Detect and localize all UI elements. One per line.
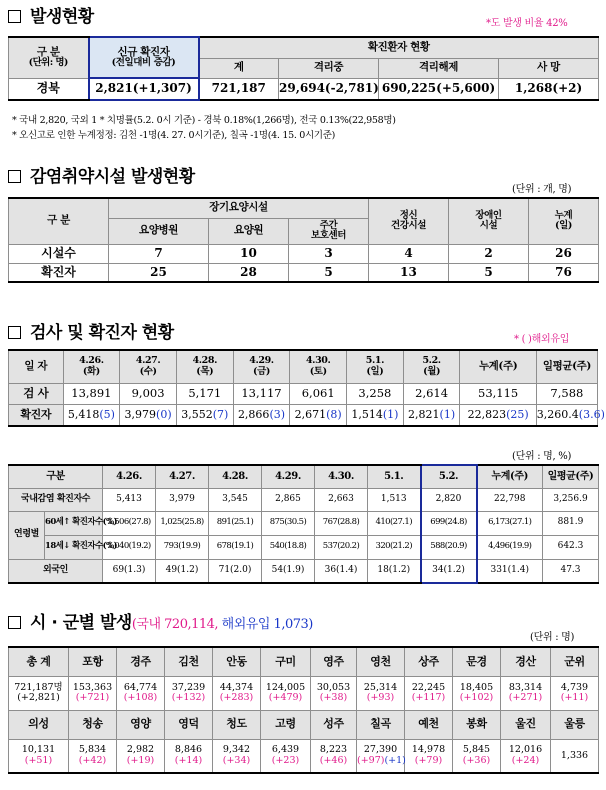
cell: 1,513 [368,488,421,511]
cell: 331(1.4) [477,559,543,583]
cell: 13 [369,263,449,282]
row-death: 1,268(+2) [499,78,599,100]
hdr-date-highlight: 5.2. [421,465,477,488]
section-title-facilities: 감염취약시설 발생현황 [8,162,195,187]
region-value: 22,245 (+117) [405,676,453,710]
regions-unit: (단위 : 명) [530,632,575,643]
cell: 320(21.2) [368,535,421,559]
cell: 767(28.8) [315,511,368,535]
region-header: 영양 [117,710,165,739]
cell: 537(20.2) [315,535,368,559]
region-header: 청송 [69,710,117,739]
hdr-release: 격리해제 [379,58,499,78]
row-new: 2,821(+1,307) [89,78,199,100]
cell: 1,514(1) [347,404,404,426]
hdr-date: 4.29. [262,465,315,488]
cell: 2,671(8) [290,404,347,426]
cell: 76 [529,263,599,282]
region-value: 124,005 (+479) [261,676,311,710]
cell: 5,418(5) [63,404,120,426]
hdr-day: 5.2. (월) [403,350,460,383]
row-label-foreign: 외국인 [9,559,103,583]
cell: 71(2.0) [209,559,262,583]
cell: 54(1.9) [262,559,315,583]
cell: 10 [209,244,289,263]
cell: 678(19.1) [209,535,262,559]
region-value: 721,187명 (+2,821) [9,676,69,710]
hdr-mental: 정신 건강시설 [369,198,449,244]
cell: 1,040(19.2) [103,535,156,559]
cell: 1,025(25.8) [156,511,209,535]
region-header: 고령 [261,710,311,739]
regions-table [8,646,599,774]
hdr-cumulative: 누계(주) [477,465,543,488]
region-value: 18,405 (+102) [453,676,501,710]
hdr-cumulative: 누계 (일) [529,198,599,244]
row-name: 경북 [9,78,89,100]
cell: 4 [369,244,449,263]
row-total: 721,187 [199,78,279,100]
cell: 3,258 [347,383,404,404]
hdr-day: 4.30. (토) [290,350,347,383]
cell: 3,979 [156,488,209,511]
tests-table [8,349,605,427]
region-header: 청도 [213,710,261,739]
facilities-unit: (단위 : 개, 명) [512,184,572,195]
checkbox-square-icon [8,326,21,339]
hdr-date: 4.27. [156,465,209,488]
hdr-disabled: 장애인 시설 [449,198,529,244]
region-value: 37,239 (+132) [165,676,213,710]
region-value: 1,336 [551,739,599,773]
cell: 25 [109,263,209,282]
cell: 2,820 [421,488,477,511]
overseas-note: * ( )해외유입 [514,334,570,345]
row-label-confirmed: 확진자 [9,404,64,426]
region-value: 9,342 (+34) [213,739,261,773]
cell: 13,117 [233,383,290,404]
hdr-gubun: 구분 [9,465,103,488]
cell: 642.3 [543,535,599,559]
region-value: 27,390 (+97)(+1) [357,739,405,773]
cell: 699(24.8) [421,511,477,535]
cell: 5,413 [103,488,156,511]
cell: 2,614 [403,383,460,404]
region-value: 30,053 (+38) [311,676,357,710]
age-table [8,464,599,584]
hdr-total: 계 [199,58,279,78]
cell: 3,260.4(3.6) [536,404,597,426]
region-value: 14,978 (+79) [405,739,453,773]
checkbox-square-icon [8,616,21,629]
hdr-average: 일평균(주) [536,350,597,383]
cell: 891(25.1) [209,511,262,535]
cell: 22,823(25) [460,404,536,426]
cell: 13,891 [63,383,120,404]
cell: 3,552(7) [176,404,233,426]
row-label-under18: 18세↓ 확진자수(%) [45,535,103,559]
hdr-day: 4.27. (수) [120,350,177,383]
cell: 875(30.5) [262,511,315,535]
row-label-domestic: 국내감염 확진자수 [9,488,103,511]
region-header: 안동 [213,647,261,676]
region-value: 83,314 (+271) [501,676,551,710]
region-value: 12,016 (+24) [501,739,551,773]
row-label-over60: 60세↑ 확진자수(%) [45,511,103,535]
hdr-hospital: 요양병원 [109,218,209,244]
note-correction: * 오신고로 인한 누계정정: 김천 -1명(4. 27. 0시기준), 칠곡 -1명(4. 15. 0시기준) [12,130,336,141]
cell: 2,866(3) [233,404,290,426]
cell: 6,173(27.1) [477,511,543,535]
cell: 2 [449,244,529,263]
cell: 3,256.9 [543,488,599,511]
facilities-table [8,197,599,283]
region-value: 5,845 (+36) [453,739,501,773]
cell: 9,003 [120,383,177,404]
cell: 34(1.2) [421,559,477,583]
cell: 28 [209,263,289,282]
cell: 47.3 [543,559,599,583]
region-header: 총 계 [9,647,69,676]
region-header: 봉화 [453,710,501,739]
checkbox-square-icon [8,170,21,183]
cell: 588(20.9) [421,535,477,559]
region-header: 경주 [117,647,165,676]
region-value: 44,374 (+283) [213,676,261,710]
region-header: 포항 [69,647,117,676]
region-header: 상주 [405,647,453,676]
cell: 1,506(27.8) [103,511,156,535]
cell: 7 [109,244,209,263]
region-header: 울진 [501,710,551,739]
cell: 49(1.2) [156,559,209,583]
cell: 2,663 [315,488,368,511]
hdr-average: 일평균(주) [543,465,599,488]
hdr-isolation: 격리중 [279,58,379,78]
region-header: 영덕 [165,710,213,739]
hdr-status: 확진환자 현황 [199,37,599,58]
section-title-occurrence: 발생현황 [8,2,94,27]
region-header: 울릉 [551,710,599,739]
cell: 2,821(1) [403,404,460,426]
cell: 26 [529,244,599,263]
hdr-death: 사 망 [499,58,599,78]
cell: 3 [289,244,369,263]
hdr-day: 5.1. (일) [347,350,404,383]
cell: 410(27.1) [368,511,421,535]
region-header: 구미 [261,647,311,676]
region-value: 10,131 (+51) [9,739,69,773]
row-release: 690,225(+5,600) [379,78,499,100]
region-header: 경산 [501,647,551,676]
section-title-regions: 시 · 군별 발생(국내 720,114, 해외유입 1,073) [8,608,313,633]
region-value: 64,774 (+108) [117,676,165,710]
cell: 540(18.8) [262,535,315,559]
note-fatality: * 국내 2,820, 국외 1 * 치명률(5.2. 0시 기준) - 경북 0.18%(1,266명), 전국 0.13%(22,958명) [12,115,396,126]
hdr-date: 4.28. [209,465,262,488]
hdr-date: 4.26. [103,465,156,488]
hdr-day: 4.28. (목) [176,350,233,383]
hdr-longterm: 장기요양시설 [109,198,369,218]
row-label-age: 연령별 [9,511,45,559]
cell: 6,061 [290,383,347,404]
hdr-date: 5.1. [368,465,421,488]
ratio-note: *도 발생 비율 42% [486,18,568,29]
hdr-gubun: 구 분 [9,198,109,244]
region-value: 8,846 (+14) [165,739,213,773]
region-header: 영주 [311,647,357,676]
checkbox-square-icon [8,10,21,23]
section-title-tests: 검사 및 확진자 현황 [8,318,174,343]
hdr-gubun: 구 분 (단위: 명) [9,37,89,78]
region-header: 군위 [551,647,599,676]
region-value: 5,834 (+42) [69,739,117,773]
row-label: 시설수 [9,244,109,263]
region-value: 25,314 (+93) [357,676,405,710]
region-header: 예천 [405,710,453,739]
cell: 4,496(19.9) [477,535,543,559]
hdr-new-cases: 신규 확진자 (전일대비 증감) [89,37,199,78]
age-unit: (단위 : 명, %) [512,451,572,462]
cell: 36(1.4) [315,559,368,583]
cell: 5 [289,263,369,282]
region-header: 의성 [9,710,69,739]
cell: 5 [449,263,529,282]
occurrence-table [8,36,599,101]
region-value: 153,363 (+721) [69,676,117,710]
hdr-cumulative: 누계(주) [460,350,536,383]
region-header: 영천 [357,647,405,676]
region-value: 8,223 (+46) [311,739,357,773]
hdr-day: 4.29. (금) [233,350,290,383]
cell: 5,171 [176,383,233,404]
cell: 881.9 [543,511,599,535]
region-value: 6,439 (+23) [261,739,311,773]
hdr-day: 4.26. (화) [63,350,120,383]
row-label: 확진자 [9,263,109,282]
hdr-date: 일 자 [9,350,64,383]
region-header: 칠곡 [357,710,405,739]
hdr-date: 4.30. [315,465,368,488]
region-value: 2,982 (+19) [117,739,165,773]
region-header: 문경 [453,647,501,676]
hdr-nursing: 요양원 [209,218,289,244]
region-value: 4,739 (+11) [551,676,599,710]
cell: 3,979(0) [120,404,177,426]
region-header: 성주 [311,710,357,739]
row-label-tests: 검 사 [9,383,64,404]
cell: 69(1.3) [103,559,156,583]
cell: 3,545 [209,488,262,511]
cell: 53,115 [460,383,536,404]
cell: 793(19.9) [156,535,209,559]
row-isolation: 29,694(-2,781) [279,78,379,100]
cell: 18(1.2) [368,559,421,583]
cell: 7,588 [536,383,597,404]
cell: 2,865 [262,488,315,511]
cell: 22,798 [477,488,543,511]
region-header: 김천 [165,647,213,676]
hdr-daycare: 주간 보호센터 [289,218,369,244]
